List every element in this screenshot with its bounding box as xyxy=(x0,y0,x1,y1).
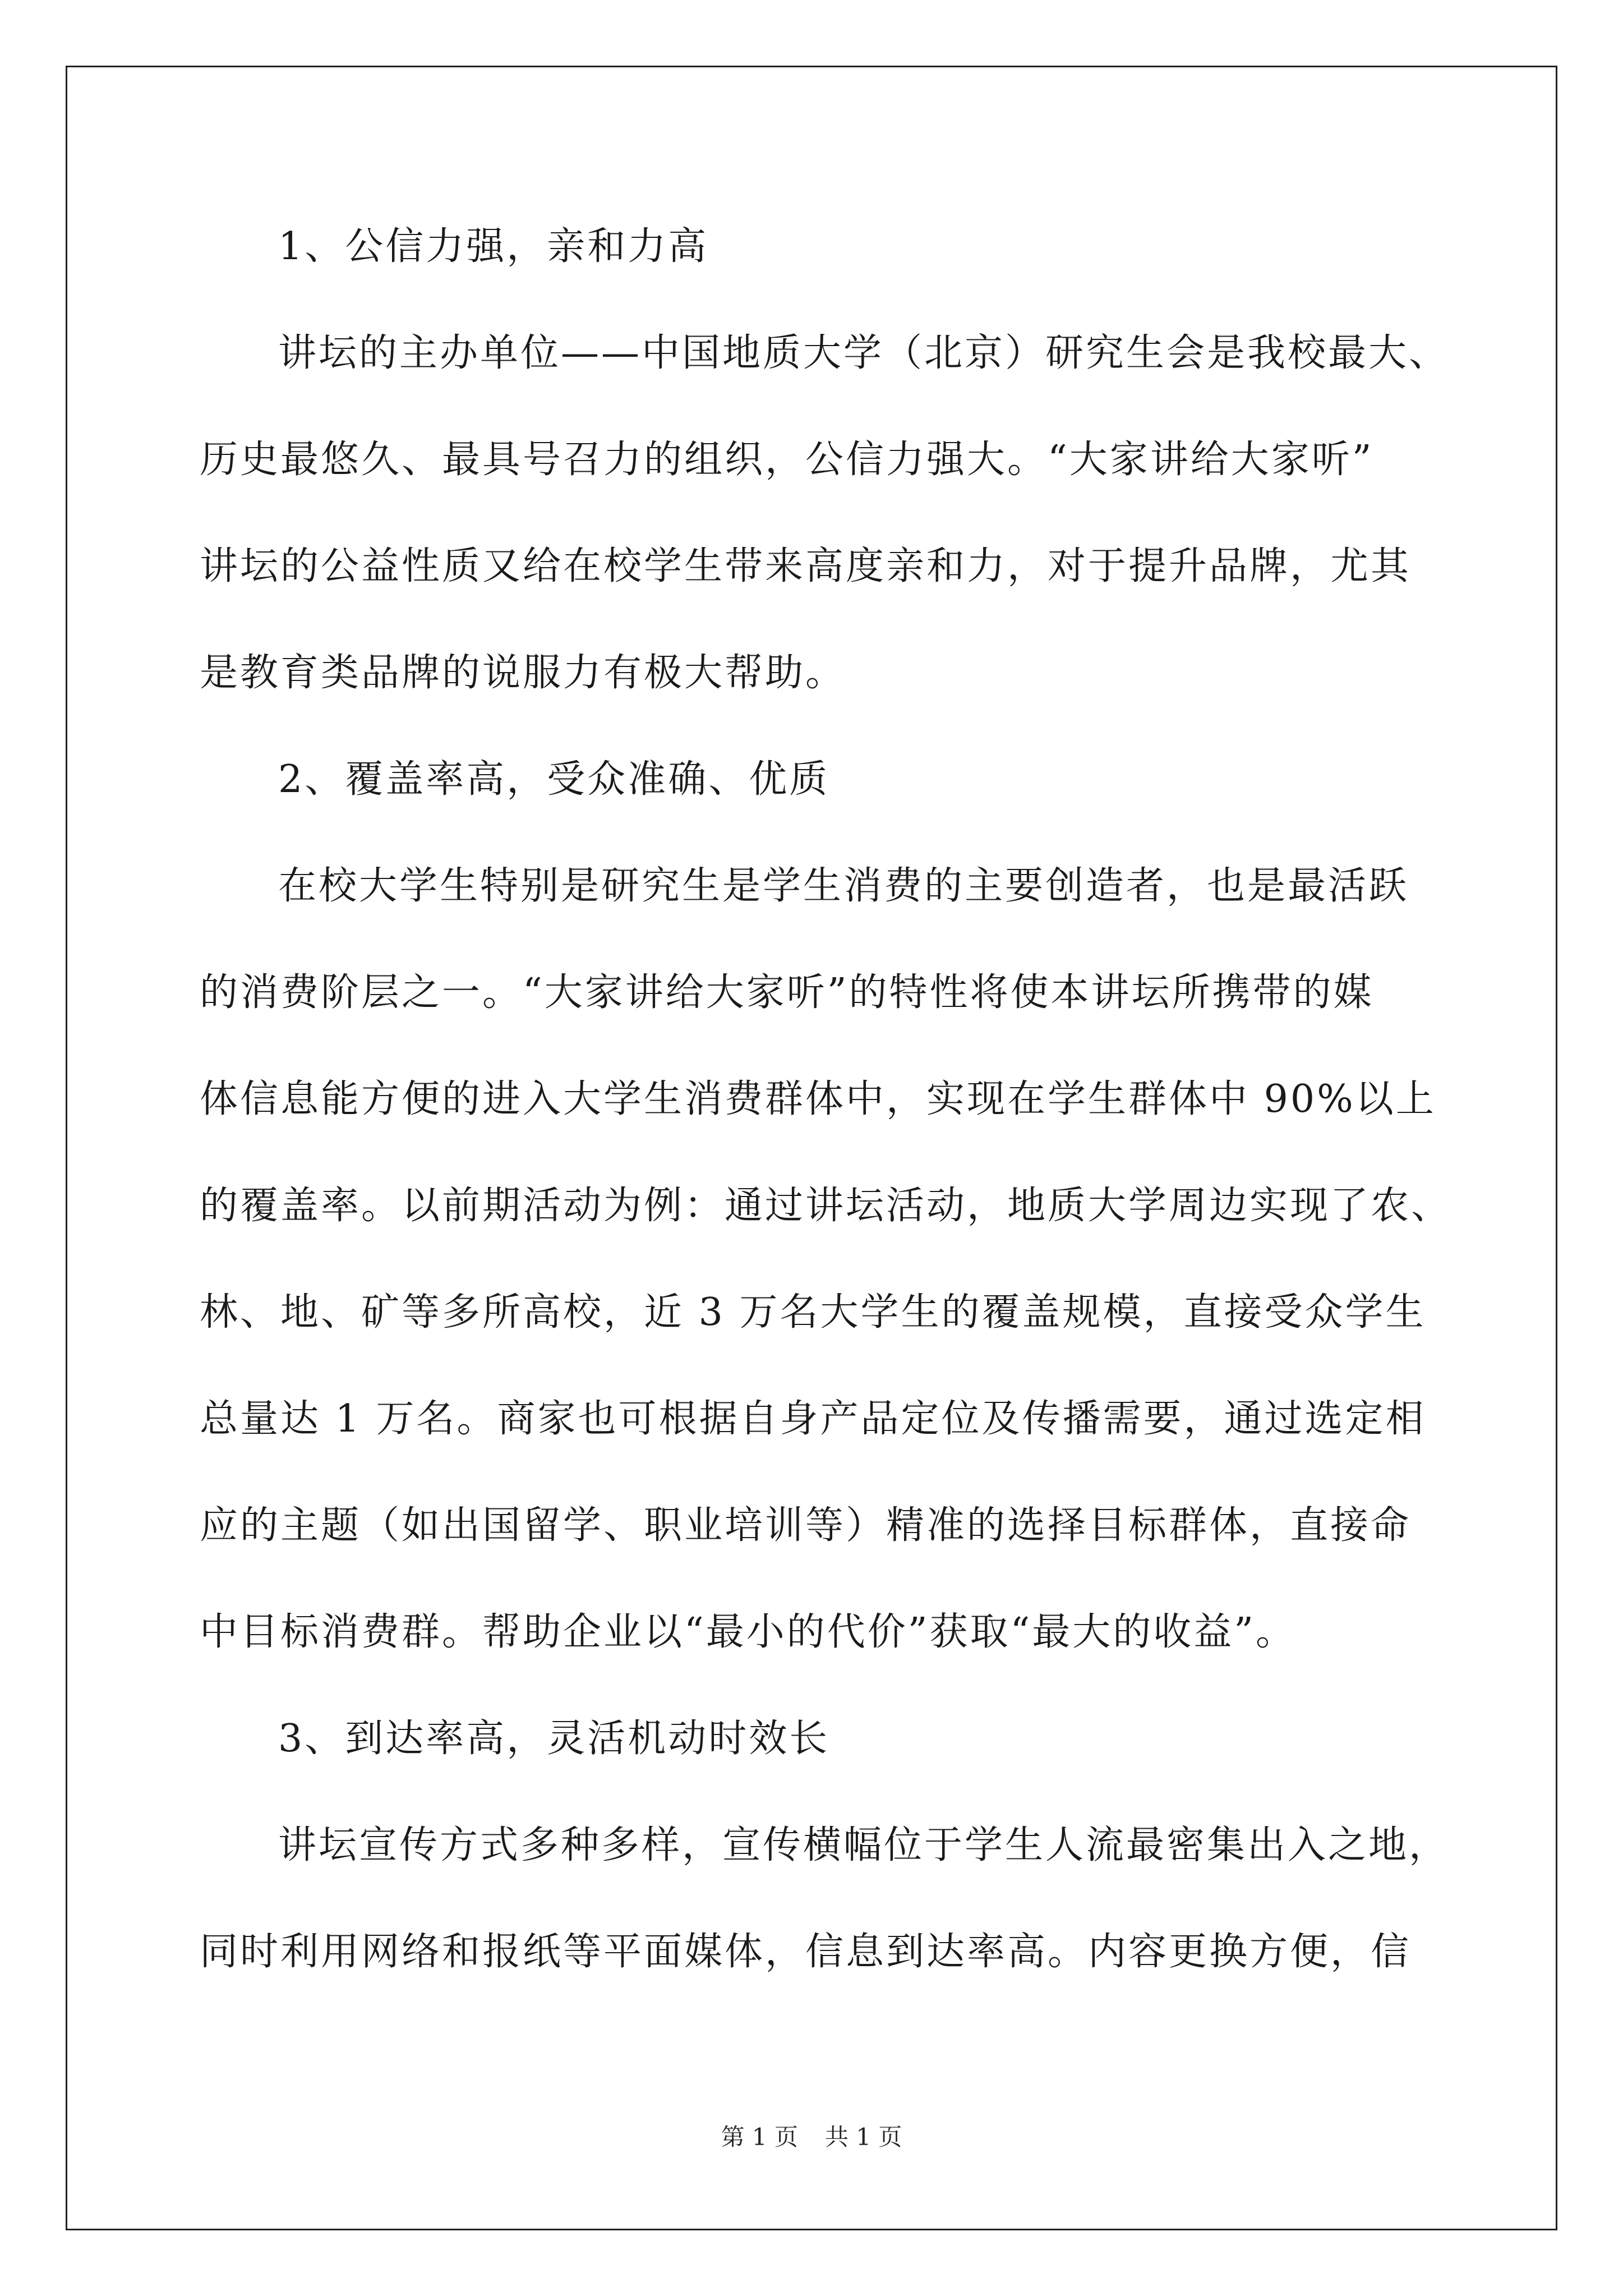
paragraph-line: 讲坛的公益性质又给在校学生带来高度亲和力，对于提升品牌，尤其 xyxy=(200,544,1412,588)
page-number: 第 1 页 xyxy=(721,2123,798,2151)
page-border xyxy=(66,66,1557,2230)
paragraph-line: 应的主题（如出国留学、职业培训等）精准的选择目标群体，直接命 xyxy=(200,1503,1412,1548)
page-total: 共 1 页 xyxy=(825,2123,902,2151)
paragraph-line: 总量达 1 万名。商家也可根据自身产品定位及传播需要，通过选定相 xyxy=(200,1397,1426,1441)
paragraph-line: 中目标消费群。帮助企业以“最小的代价”获取“最大的收益”。 xyxy=(200,1610,1297,1654)
paragraph-line: 林、地、矿等多所高校，近 3 万名大学生的覆盖规模，直接受众学生 xyxy=(200,1290,1426,1335)
paragraph-line: 讲坛宣传方式多种多样，宣传横幅位于学生人流最密集出入之地， xyxy=(278,1823,1450,1867)
paragraph-line: 讲坛的主办单位——中国地质大学（北京）研究生会是我校最大、 xyxy=(278,331,1450,375)
paragraph-line: 的覆盖率。以前期活动为例：通过讲坛活动，地质大学周边实现了农、 xyxy=(200,1184,1452,1228)
heading-3: 3、到达率高，灵活机动时效长 xyxy=(278,1717,830,1761)
paragraph-line: 体信息能方便的进入大学生消费群体中，实现在学生群体中 90%以上 xyxy=(200,1077,1436,1121)
heading-1: 1、公信力强，亲和力高 xyxy=(278,224,709,269)
paragraph-line: 历史最悠久、最具号召力的组织，公信力强大。“大家讲给大家听” xyxy=(200,438,1374,482)
heading-2: 2、覆盖率高，受众准确、优质 xyxy=(278,757,830,802)
page-footer xyxy=(0,2120,1623,2154)
paragraph-line: 的消费阶层之一。“大家讲给大家听”的特性将使本讲坛所携带的媒 xyxy=(200,970,1374,1015)
paragraph-line: 在校大学生特别是研究生是学生消费的主要创造者，也是最活跃 xyxy=(278,864,1409,908)
paragraph-line: 同时利用网络和报纸等平面媒体，信息到达率高。内容更换方便，信 xyxy=(200,1930,1412,1974)
paragraph-line: 是教育类品牌的说服力有极大帮助。 xyxy=(200,651,846,695)
